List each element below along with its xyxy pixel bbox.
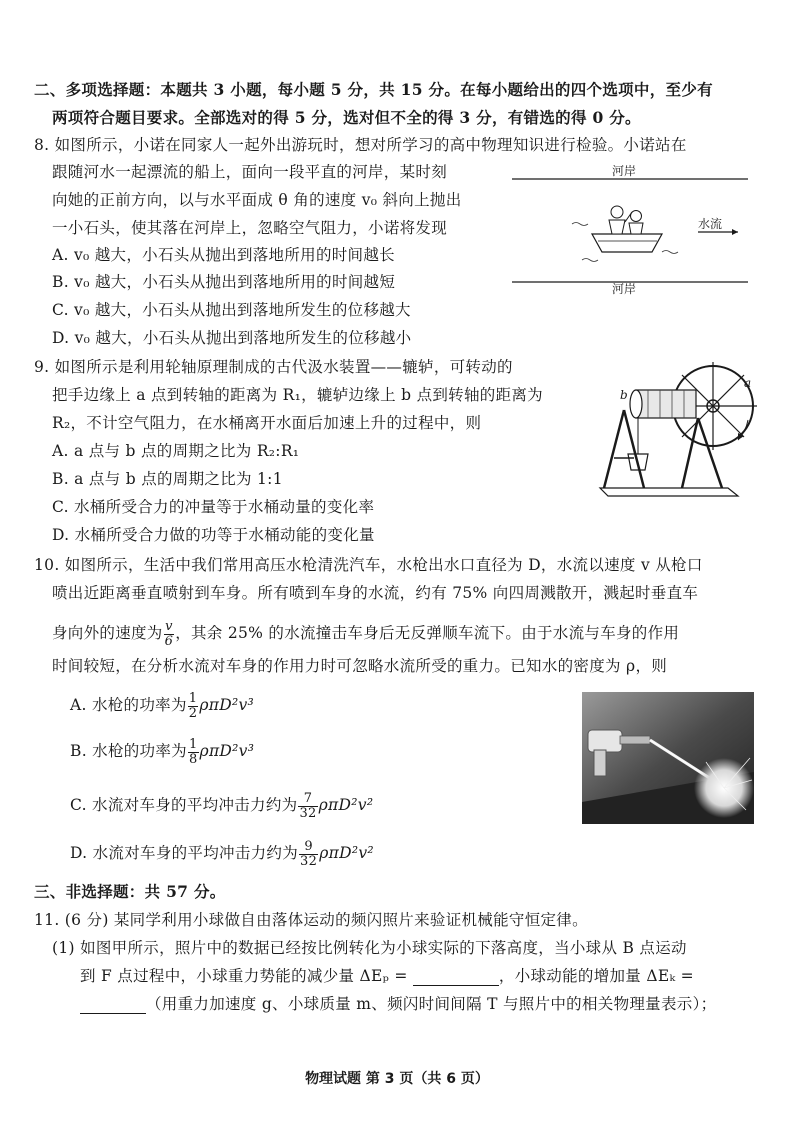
q10-b-den: 8 [188, 751, 198, 767]
q11-stem-line3 [80, 966, 694, 986]
q9-option-c: C. 水桶所受合力的冲量等于水桶动量的变化率 [52, 498, 375, 516]
q10-a-den: 2 [188, 705, 198, 721]
q10-b-text: B. 水枪的功率为 [70, 742, 187, 760]
q10-water-gun-photo [582, 692, 754, 824]
q10-stem-line2: 喷出近距离垂直喷射到车身。所有喷到车身的水流，约有 75% 向四周溅散开，溅起时垂直车 [52, 584, 699, 602]
section2-heading-line2: 两项符合题目要求。全部选对的得 5 分，选对但不全的得 3 分，有错选的得 0 分。 [52, 108, 641, 127]
q10-stem-line4: 时间较短，在分析水流对车身的作用力时可忽略水流所受的重力。已知水的密度为 ρ，则 [52, 657, 668, 675]
q10-d-fraction [299, 840, 318, 869]
q11-line3-text-b: ，小球动能的增加量 ΔEₖ = [498, 967, 694, 985]
q8-stem-line4: 一小石头，使其落在河岸上，忽略空气阻力，小诺将发现 [52, 219, 448, 237]
q11-stem-line2: (1) 如图甲所示，照片中的数据已经按比例转化为小球实际的下落高度，当小球从 B 点运动 [52, 939, 687, 957]
q9-option-b: B. a 点与 b 点的周期之比为 1:1 [52, 470, 283, 488]
q10-option-d [70, 838, 374, 869]
speed-fraction-den: 6 [164, 633, 174, 649]
q9-option-a: A. a 点与 b 点的周期之比为 R₂:R₁ [52, 442, 300, 460]
point-a-label: a [744, 376, 752, 390]
q10-d-text: D. 水流对车身的平均冲击力约为 [70, 844, 299, 862]
q8-river-figure [512, 162, 748, 294]
river-bank-top-label: 河岸 [612, 164, 637, 178]
kinetic-energy-answer-blank[interactable] [80, 997, 146, 1014]
page-footer: 物理试题 第 3 页（共 6 页） [305, 1071, 489, 1087]
q11-stem-line4 [80, 994, 716, 1014]
q10-line3-prefix: 身向外的速度为 [52, 624, 163, 642]
q8-stem-line2: 跟随河水一起漂流的船上，面向一段平直的河岸，某时刻 [52, 163, 448, 181]
water-flow-label: 水流 [698, 217, 723, 231]
q9-stem-line3: R₂，不计空气阻力，在水桶离开水面后加速上升的过程中，则 [52, 414, 482, 432]
q10-option-a [70, 690, 254, 721]
q10-a-fraction [188, 692, 199, 721]
speed-fraction-num: v [165, 618, 173, 634]
section3-heading: 三、非选择题：共 57 分。 [34, 882, 226, 901]
q8-option-d: D. v₀ 越大，小石头从抛出到落地所发生的位移越小 [52, 329, 412, 347]
q11-stem-line1: 11. (6 分) 某同学利用小球做自由落体运动的频闪照片来验证机械能守恒定律。 [34, 911, 588, 929]
q10-a-formula: ρπD²v³ [199, 696, 255, 714]
q9-stem-line1: 9. 如图所示是利用轮轴原理制成的古代汲水装置——辘轳，可转动的 [34, 358, 513, 376]
q10-a-text: A. 水枪的功率为 [70, 696, 187, 714]
water-gun-illustration [582, 692, 754, 824]
q11-line3-text-a: 到 F 点过程中，小球重力势能的减少量 ΔEₚ = [80, 967, 408, 985]
q10-b-formula: ρπD²v³ [199, 742, 255, 760]
q9-windlass-figure [598, 358, 758, 500]
q10-stem-line1: 10. 如图所示，生活中我们常用高压水枪清洗汽车，水枪出水口直径为 D，水流以速度 v 从枪口 [34, 556, 703, 574]
q10-c-formula: ρπD²v² [318, 796, 374, 814]
q10-option-c [70, 790, 373, 821]
river-bank-bottom-label: 河岸 [612, 282, 637, 296]
q10-stem-line3 [52, 618, 679, 649]
q9-stem-line2: 把手边缘上 a 点到转轴的距离为 R₁，辘轳边缘上 b 点到转轴的距离为 [52, 386, 543, 404]
q10-c-text: C. 水流对车身的平均冲击力约为 [70, 796, 298, 814]
q9-option-d: D. 水桶所受合力做的功等于水桶动能的变化量 [52, 526, 375, 544]
q10-b-num: 1 [188, 736, 198, 752]
point-b-label: b [620, 388, 628, 402]
q8-stem-line3: 向她的正前方向，以与水平面成 θ 角的速度 v₀ 斜向上抛出 [52, 191, 462, 209]
speed-fraction [164, 620, 175, 649]
q10-line3-suffix: ，其余 25% 的水流撞击车身后无反弹顺车流下。由于水流与车身的作用 [175, 624, 680, 642]
q11-line4-text: （用重力加速度 g、小球质量 m、频闪时间间隔 T 与照片中的相关物理量表示）； [146, 995, 717, 1013]
windlass-diagram [598, 358, 758, 500]
section2-heading-line1: 二、多项选择题：本题共 3 小题，每小题 5 分，共 15 分。在每小题给出的四个选项中，至少有 [34, 80, 713, 99]
q10-b-fraction [188, 738, 199, 767]
q8-option-b: B. v₀ 越大，小石头从抛出到落地所用的时间越短 [52, 273, 396, 291]
potential-energy-answer-blank[interactable] [413, 969, 499, 986]
q10-c-den: 32 [299, 805, 317, 821]
q8-option-c: C. v₀ 越大，小石头从抛出到落地所发生的位移越大 [52, 301, 411, 319]
q8-stem-line1: 8. 如图所示，小诺在同家人一起外出游玩时，想对所学习的高中物理知识进行检验。小诺站在 [34, 136, 687, 154]
q10-option-b [70, 736, 254, 767]
q10-c-fraction [298, 792, 317, 821]
q10-d-num: 9 [299, 840, 318, 855]
q10-d-den: 32 [300, 853, 318, 869]
q8-option-a: A. v₀ 越大，小石头从抛出到落地所用的时间越长 [52, 246, 395, 264]
q10-d-formula: ρπD²v² [319, 844, 374, 862]
q10-c-num: 7 [298, 792, 317, 807]
q10-a-num: 1 [188, 690, 198, 706]
